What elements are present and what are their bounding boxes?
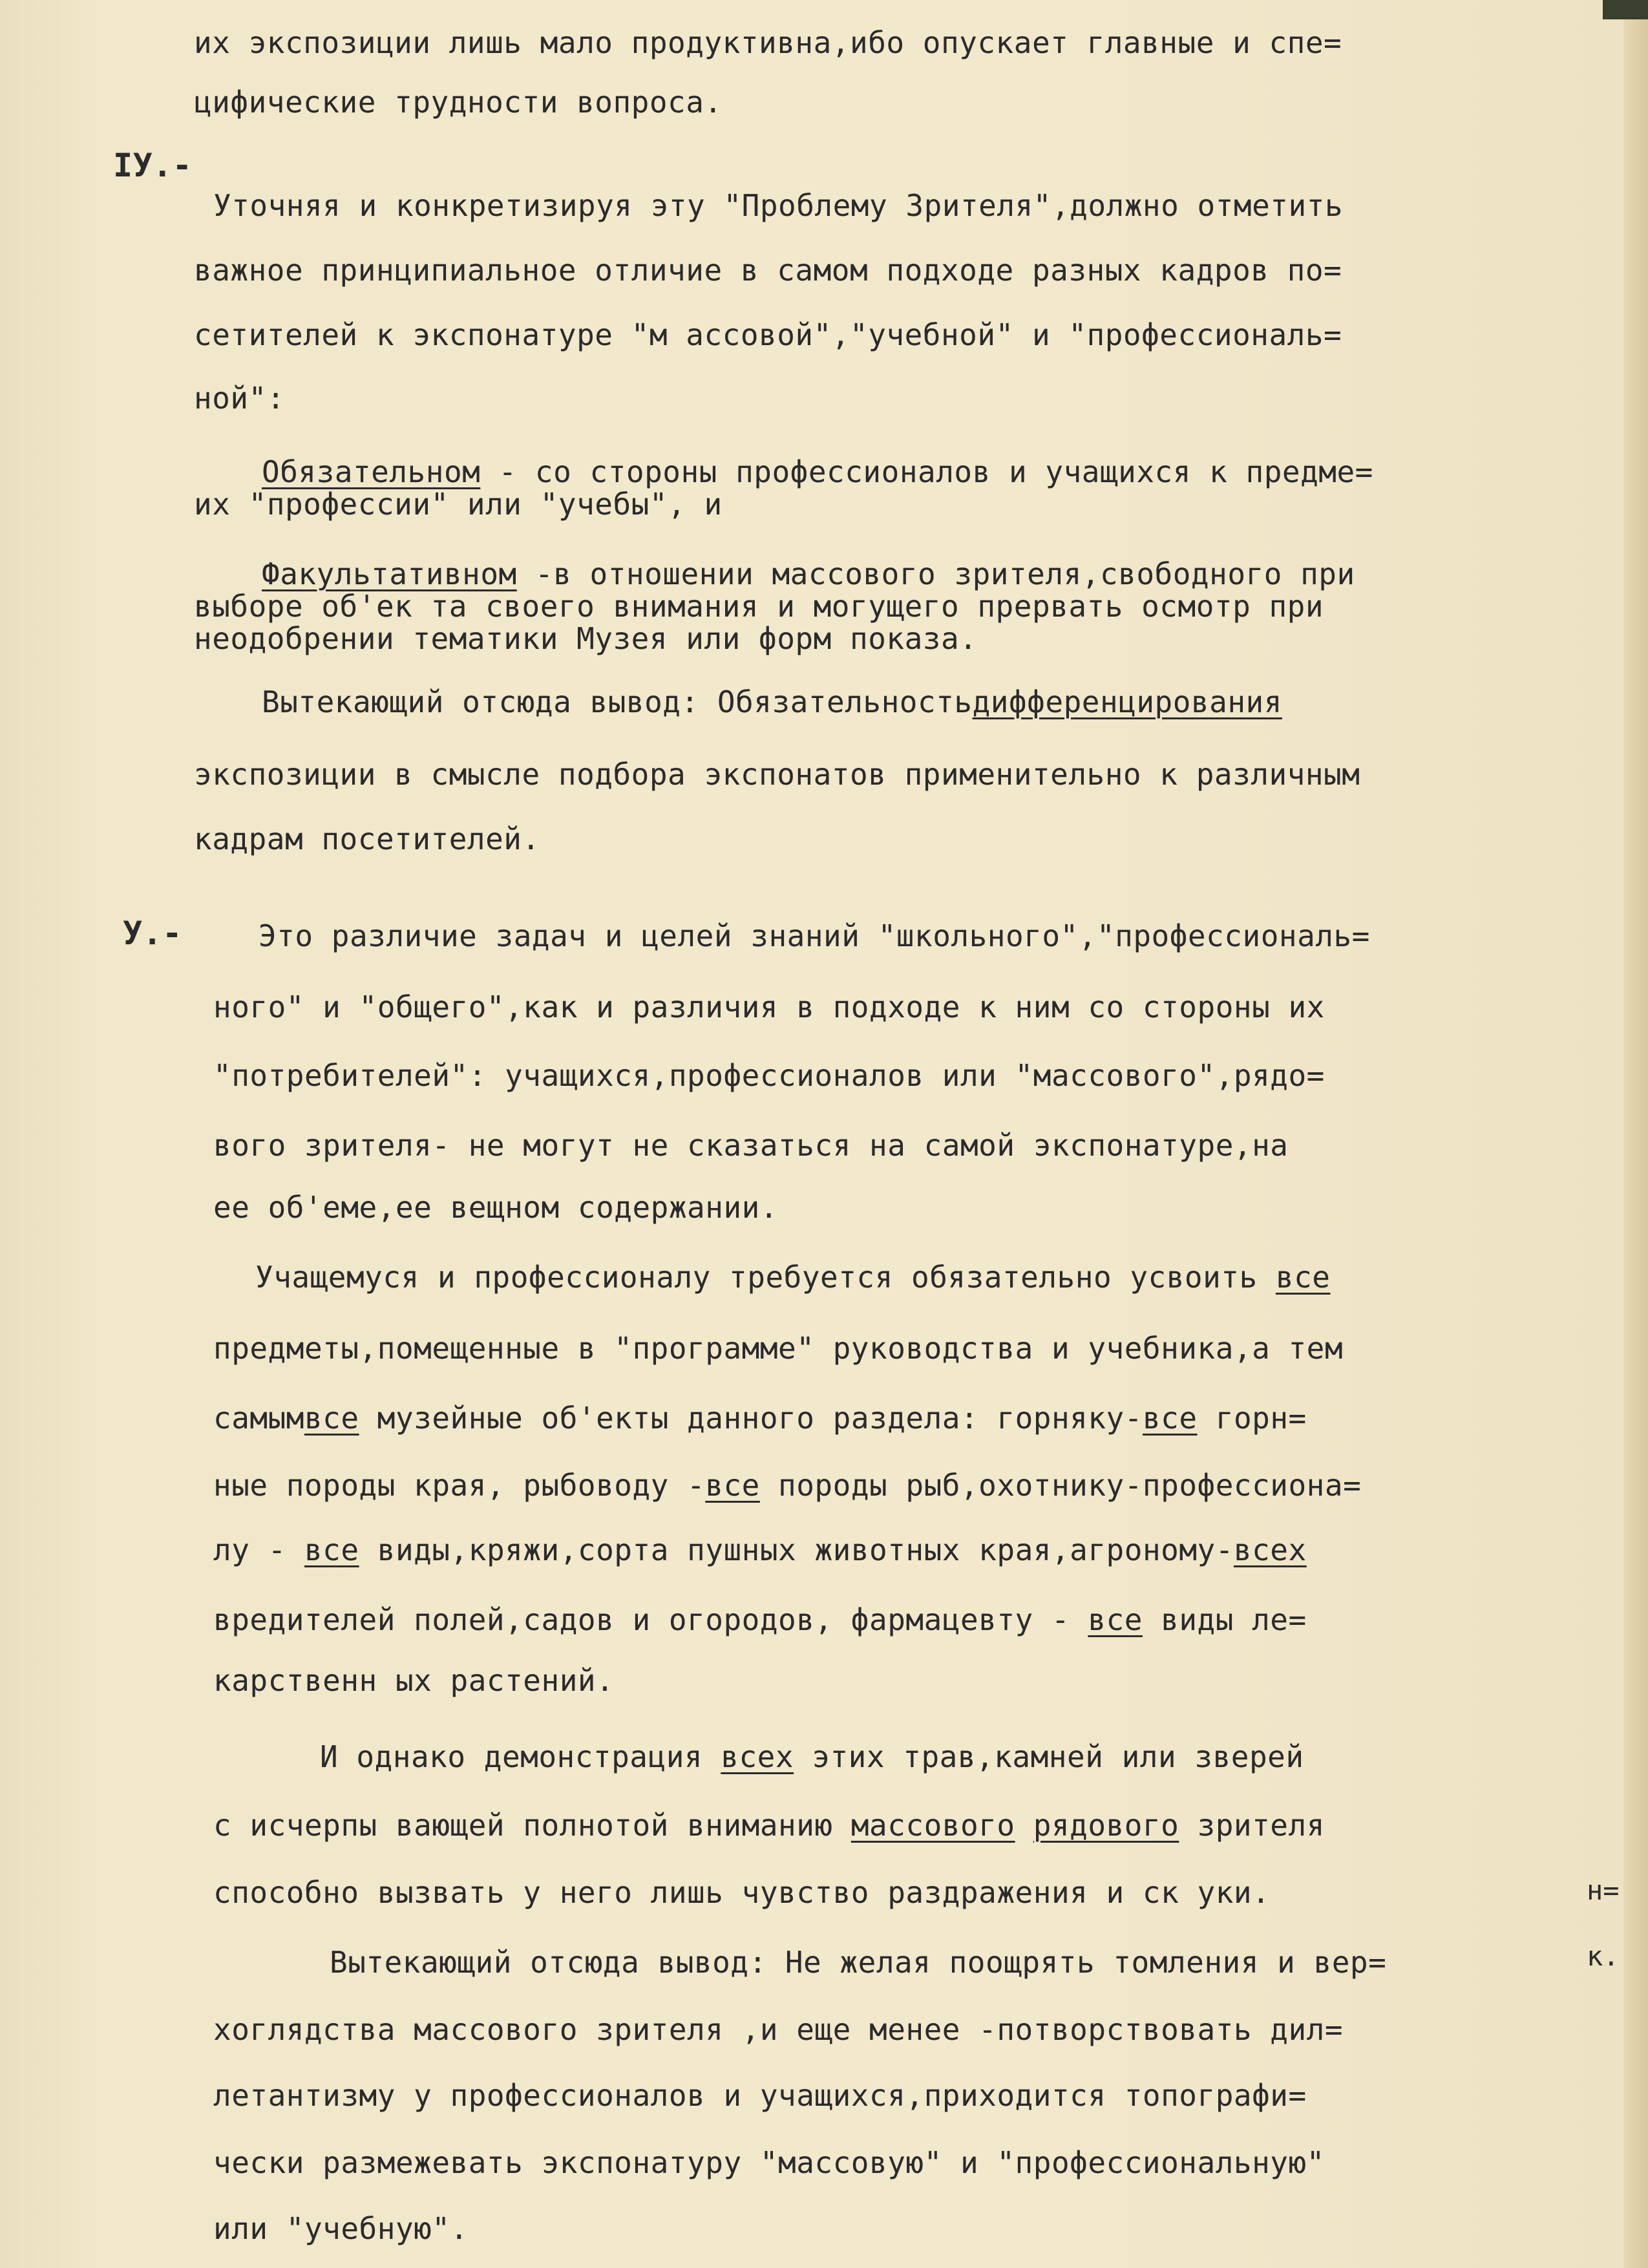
text-span: Учащемуся и профессионалу требуется обязательно усвоить bbox=[255, 1260, 1258, 1295]
text-span: И однако демонстрация bbox=[320, 1739, 703, 1774]
text-line: летантизму у профессионалов и учащихся,приходится топографи= bbox=[213, 2078, 1307, 2113]
text-span: Вытекающий отсюда вывод: Обязательность bbox=[262, 684, 973, 719]
scan-background-corner bbox=[1603, 0, 1648, 19]
underlined-term: всех bbox=[1233, 1532, 1307, 1567]
underlined-term: Факультативном bbox=[262, 556, 517, 591]
text-span: горн= bbox=[1215, 1401, 1307, 1436]
text-line: ной": bbox=[194, 381, 285, 416]
text-line: Это различие задач и целей знаний "школьного","профессиональ= bbox=[259, 918, 1370, 953]
text-line: "потребителей": учащихся,профессионалов или "массового",рядо= bbox=[213, 1058, 1325, 1093]
underlined-term: все bbox=[1142, 1401, 1198, 1436]
text-line: ее об'еме,ее вещном содержании. bbox=[213, 1190, 779, 1225]
text-span: ные породы края, рыбоводу - bbox=[213, 1468, 706, 1503]
underlined-term: все bbox=[1275, 1260, 1331, 1295]
text-span: лу - bbox=[213, 1532, 286, 1567]
underlined-term: дифференцирования bbox=[972, 684, 1282, 719]
text-span: вредителей полей,садов и огородов, фармацевту - bbox=[213, 1602, 1070, 1637]
text-line bbox=[213, 1400, 1307, 1436]
text-line: или "учебную". bbox=[213, 2211, 469, 2246]
section-number: У.- bbox=[123, 915, 182, 952]
text-span: виды ле= bbox=[1161, 1602, 1307, 1637]
text-line bbox=[262, 454, 1373, 490]
margin-mark: к. bbox=[1587, 1940, 1620, 1972]
underlined-term: все bbox=[304, 1401, 359, 1436]
underlined-term: все bbox=[304, 1532, 359, 1567]
text-line bbox=[213, 1467, 1361, 1503]
text-span: виды,кряжи,сорта пушных животных края,агроному- bbox=[377, 1532, 1234, 1567]
underlined-term: всех bbox=[721, 1739, 794, 1774]
text-line: их "профессии" или "учебы", и bbox=[194, 487, 723, 522]
underlined-term: рядового bbox=[1033, 1808, 1179, 1843]
text-line bbox=[262, 556, 1355, 592]
underlined-term: все bbox=[705, 1468, 760, 1503]
text-span: самым bbox=[213, 1401, 304, 1436]
text-line: цифические трудности вопроса. bbox=[194, 85, 723, 120]
text-line: хоглядства массового зрителя ,и еще менее -потворствовать дил= bbox=[213, 2012, 1344, 2047]
text-span: с исчерпы вающей полнотой вниманию bbox=[213, 1808, 833, 1843]
text-line bbox=[213, 1807, 1325, 1843]
text-line: важное принципиальное отличие в самом подходе разных кадров по= bbox=[194, 253, 1342, 288]
text-line: кадрам посетителей. bbox=[194, 821, 540, 856]
text-line: экспозиции в смысле подбора экспонатов применительно к различным bbox=[194, 757, 1360, 792]
text-line: выборе об'ек та своего внимания и могущего прервать осмотр при bbox=[194, 589, 1324, 624]
text-line bbox=[262, 684, 1282, 720]
text-span: музейные об'екты данного раздела: горняку- bbox=[377, 1401, 1143, 1436]
text-line: чески размежевать экспонатуру "массовую" и "профессиональную" bbox=[213, 2145, 1325, 2180]
text-line: предметы,помещенные в "программе" руководства и учебника,а тем bbox=[213, 1331, 1344, 1366]
text-line bbox=[255, 1259, 1331, 1295]
text-line: сетителей к экспонатуре "м ассовой","учебной" и "профессиональ= bbox=[194, 317, 1342, 352]
text-line: ного" и "общего",как и различия в подходе к ним со стороны их bbox=[213, 990, 1325, 1024]
underlined-term: массового bbox=[850, 1808, 1015, 1843]
margin-mark: н= bbox=[1587, 1874, 1620, 1906]
text-span: этих трав,камней или зверей bbox=[812, 1739, 1304, 1774]
text-line: вого зрителя- не могут не сказаться на самой экспонатуре,на bbox=[213, 1128, 1289, 1163]
text-line bbox=[320, 1739, 1304, 1775]
text-span: - со стороны профессионалов и учащихся к предме= bbox=[498, 454, 1373, 489]
underlined-term: Обязательном bbox=[262, 454, 481, 489]
text-line: карственн ых растений. bbox=[213, 1663, 615, 1698]
text-span: -в отношении массового зрителя,свободного при bbox=[534, 556, 1355, 591]
section-number: ІУ.- bbox=[113, 147, 193, 184]
underlined-term: все bbox=[1088, 1602, 1143, 1637]
text-line: неодобрении тематики Музея или форм показа. bbox=[194, 621, 978, 656]
text-line bbox=[213, 1532, 1307, 1568]
text-span: зрителя bbox=[1197, 1808, 1325, 1843]
text-line: способно вызвать у него лишь чувство раздражения и ск уки. bbox=[213, 1875, 1271, 1910]
text-span: породы рыб,охотнику-профессиона= bbox=[778, 1468, 1362, 1503]
paper-edge bbox=[1623, 0, 1648, 2268]
text-line bbox=[213, 1602, 1307, 1638]
text-line: Вытекающий отсюда вывод: Не желая поощрять томления и вер= bbox=[330, 1945, 1387, 1980]
text-line: их экспозиции лишь мало продуктивна,ибо опускает главные и спе= bbox=[194, 25, 1342, 60]
text-line: Уточняя и конкретизируя эту "Проблему Зрителя",должно отметить bbox=[213, 188, 1344, 223]
